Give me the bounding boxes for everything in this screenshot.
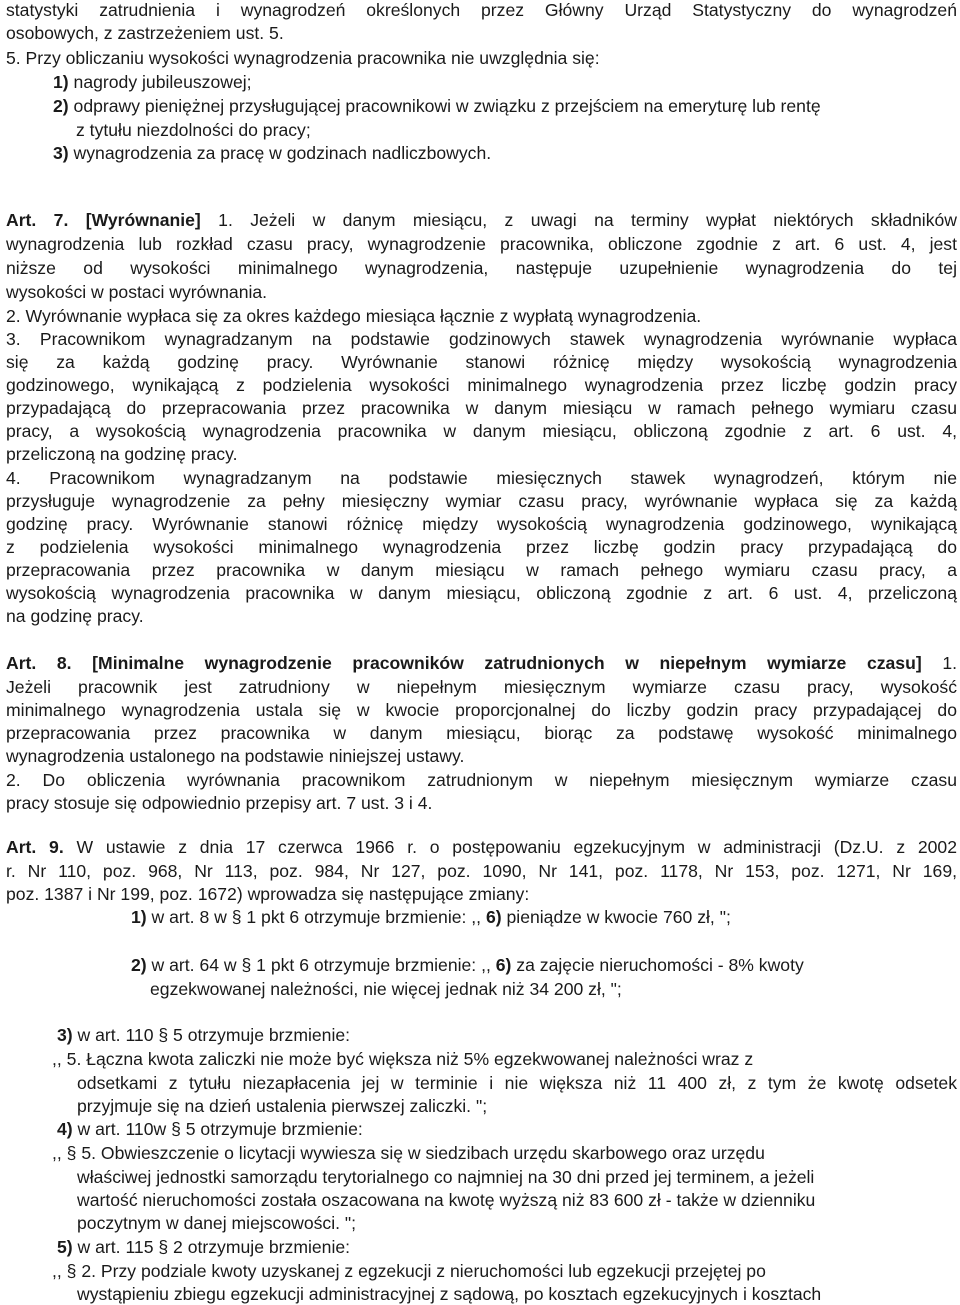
text-line: ,, § 5. Obwieszczenie o licytacji wywiesza się w siedzibach urzędu skarbowego oraz urzędu xyxy=(52,1143,765,1163)
list-item xyxy=(53,143,960,164)
text-line: przysługuje wynagrodzenie za pełny miesięczny wymiar czasu pracy, wyrównanie wypłaca się za każdą xyxy=(6,491,957,511)
list-item xyxy=(57,1237,951,1258)
list-item-text: w art. 64 w § 1 pkt 6 otrzymuje brzmienie: ,, xyxy=(151,955,491,975)
text-line: egzekwowanej należności, nie więcej jednak niż 34 200 zł, "; xyxy=(150,979,622,999)
article-heading-line xyxy=(6,210,957,231)
text-line: wysokością wynagrodzenia pracownika w danym miesiącu, obliczoną zgodnie z art. 6 ust. 4, przeliczoną xyxy=(6,583,957,603)
text-line: przeliczoną na godzinę pracy. xyxy=(6,444,238,464)
text-line: pracy stosuje się odpowiednio przepisy art. 7 ust. 3 i 4. xyxy=(6,793,433,813)
text-line: na godzinę pracy. xyxy=(6,606,144,626)
list-item xyxy=(131,955,951,976)
list-item-text: w art. 115 § 2 otrzymuje brzmienie: xyxy=(77,1237,351,1257)
text-line: 3. Pracownikom wynagradzanym na podstawie godzinowych stawek wynagrodzenia wyrównanie wypłaca xyxy=(6,329,957,349)
text-line: z tytułu niezdolności do pracy; xyxy=(76,120,311,140)
article-text: 1. Jeżeli w danym miesiącu, z uwagi na terminy wypłat niektórych składników xyxy=(218,210,957,230)
text-line: wynagrodzenia ustalonego na podstawie niniejszej ustawy. xyxy=(6,746,465,766)
text-line: poz. 1387 i Nr 199, poz. 1672) wprowadza się następujące zmiany: xyxy=(6,884,530,904)
text-line: z podzielenia wysokości minimalnego wynagrodzenia przez liczbę godzin pracy przypadającą do xyxy=(6,537,957,557)
article-title: Art. 8. [Minimalne wynagrodzenie pracowników zatrudnionych w niepełnym wymiarze czasu] xyxy=(6,653,922,673)
list-item-text: w art. 8 w § 1 pkt 6 otrzymuje brzmienie: ,, xyxy=(151,907,482,927)
list-marker: 5) xyxy=(57,1237,73,1257)
list-item-tail: pieniądze w kwocie 760 zł, "; xyxy=(506,907,731,927)
sub-point-marker: 6) xyxy=(485,907,502,927)
list-item xyxy=(131,907,951,928)
list-marker: 3) xyxy=(53,143,69,163)
text-line: 2. Do obliczenia wyrównania pracownikom zatrudnionym w niepełnym miesięcznym wymiarze czasu xyxy=(6,770,957,790)
list-marker: 4) xyxy=(57,1119,73,1139)
list-item-text: w art. 110 § 5 otrzymuje brzmienie: xyxy=(77,1025,351,1045)
article-text: W ustawie z dnia 17 czerwca 1966 r. o postępowaniu egzekucyjnym w administracji (Dz.U. z 2002 xyxy=(76,837,957,857)
list-marker: 2) xyxy=(53,96,69,116)
text-line: godzinę pracy. Wyrównanie stanowi różnicę między wysokością wynagrodzenia godzinowego, wynikającą xyxy=(6,514,957,534)
text-line: minimalnego wynagrodzenia ustala się w kwocie proporcjonalnej do liczby godzin pracy przypadającej do xyxy=(6,700,957,720)
text-line: przypadającą do przepracowania przez pracownika w danym miesiącu w ramach pełnego wymiaru czasu xyxy=(6,398,957,418)
list-item xyxy=(57,1025,951,1046)
list-item xyxy=(57,1119,951,1140)
text-line: statystyki zatrudnienia i wynagrodzeń określonych przez Główny Urząd Statystyczny do wynagrodzeń xyxy=(6,0,957,20)
text-line: r. Nr 110, poz. 968, Nr 113, poz. 984, Nr 127, poz. 1090, Nr 141, poz. 1178, Nr 153, poz. 1271, Nr 169, xyxy=(6,861,957,881)
text-line: właściwej jednostki samorządu terytorialnego co najmniej na 30 dni przed jej terminem, a jeżeli xyxy=(77,1167,815,1187)
list-marker: 3) xyxy=(57,1025,73,1045)
text-line: przepracowania przez pracownika w danym miesiącu w ramach pełnego wymiaru czasu pracy, a xyxy=(6,560,957,580)
list-item-text: odprawy pieniężnej przysługującej pracownikowi w związku z przejściem na emeryturę lub rentę xyxy=(73,96,821,116)
text-line: osobowych, z zastrzeżeniem ust. 5. xyxy=(6,23,284,43)
text-line: poczytnym w danej miejscowości. "; xyxy=(77,1213,357,1233)
list-marker: 2) xyxy=(131,955,147,975)
article-text: 1. xyxy=(942,653,957,673)
text-line: się za każdą godzinę pracy. Wyrównanie stanowi różnicę między wysokością wynagrodzenia xyxy=(6,352,957,372)
text-line: odsetkami z tytułu niezapłacenia jej w terminie i nie większa niż 11 400 zł, z tym że kwotę odsetek xyxy=(77,1073,957,1093)
text-line: niższe od wysokości minimalnego wynagrodzenia, następuje uzupełnienie wynagrodzenia do tej xyxy=(6,258,957,278)
sub-point-marker: 6) xyxy=(495,955,512,975)
list-marker: 1) xyxy=(53,72,69,92)
text-line: pracy, a wysokością wynagrodzenia pracownika w danym miesiącu, obliczoną zgodnie z art. 6 ust. 4, xyxy=(6,421,957,441)
text-line: ,, § 2. Przy podziale kwoty uzyskanej z egzekucji z nieruchomości lub egzekucji przejętej po xyxy=(52,1261,766,1281)
list-item-text: nagrody jubileuszowej; xyxy=(73,72,252,92)
list-item-tail: za zajęcie nieruchomości - 8% kwoty xyxy=(516,955,804,975)
list-marker: 1) xyxy=(131,907,147,927)
list-item-text: wynagrodzenia za pracę w godzinach nadliczbowych. xyxy=(73,143,492,163)
article-heading-line xyxy=(6,653,957,674)
text-line: 5. Przy obliczaniu wysokości wynagrodzenia pracownika nie uwzględnia się: xyxy=(6,48,600,68)
text-line: przepracowania przez pracownika w danym miesiącu, biorąc za podstawę wysokość minimalnego xyxy=(6,723,957,743)
text-line: 4. Pracownikom wynagradzanym na podstawie miesięcznych stawek wynagrodzeń, którym nie xyxy=(6,468,957,488)
article-heading-line xyxy=(6,837,957,858)
list-item-text: w art. 110w § 5 otrzymuje brzmienie: xyxy=(77,1119,363,1139)
article-title: Art. 9. xyxy=(6,837,64,857)
text-line: wysokości w postaci wyrównania. xyxy=(6,282,268,302)
list-item xyxy=(53,72,960,93)
text-line: 2. Wyrównanie wypłaca się za okres każdego miesiąca łącznie z wypłatą wynagrodzenia. xyxy=(6,306,702,326)
text-line: wartość nieruchomości została oszacowana na kwotę wyższą niż 83 600 zł - także w dzienniku xyxy=(77,1190,816,1210)
text-line: wynagrodzenia lub rozkład czasu pracy, wynagrodzenie pracownika, obliczone zgodnie z art. 6 ust. 4, jest xyxy=(6,234,957,254)
article-title: Art. 7. [Wyrównanie] xyxy=(6,210,201,230)
list-item xyxy=(53,96,957,117)
text-line: wystąpieniu zbiegu egzekucji administracyjnej z sądową, po kosztach egzekucyjnych i kosztach xyxy=(77,1284,822,1304)
text-line: przyjmuje się na dzień ustalenia pierwszej zaliczki. "; xyxy=(77,1096,488,1116)
text-line: Jeżeli pracownik jest zatrudniony w niepełnym miesięcznym wymiarze czasu pracy, wysokość xyxy=(6,677,957,697)
text-line: godzinowego, wynikającą z podzielenia wysokości minimalnego wynagrodzenia przez liczbę godzin pracy xyxy=(6,375,957,395)
text-line: ,, 5. Łączna kwota zaliczki nie może być większa niż 5% egzekwowanej należności wraz z xyxy=(52,1049,754,1069)
